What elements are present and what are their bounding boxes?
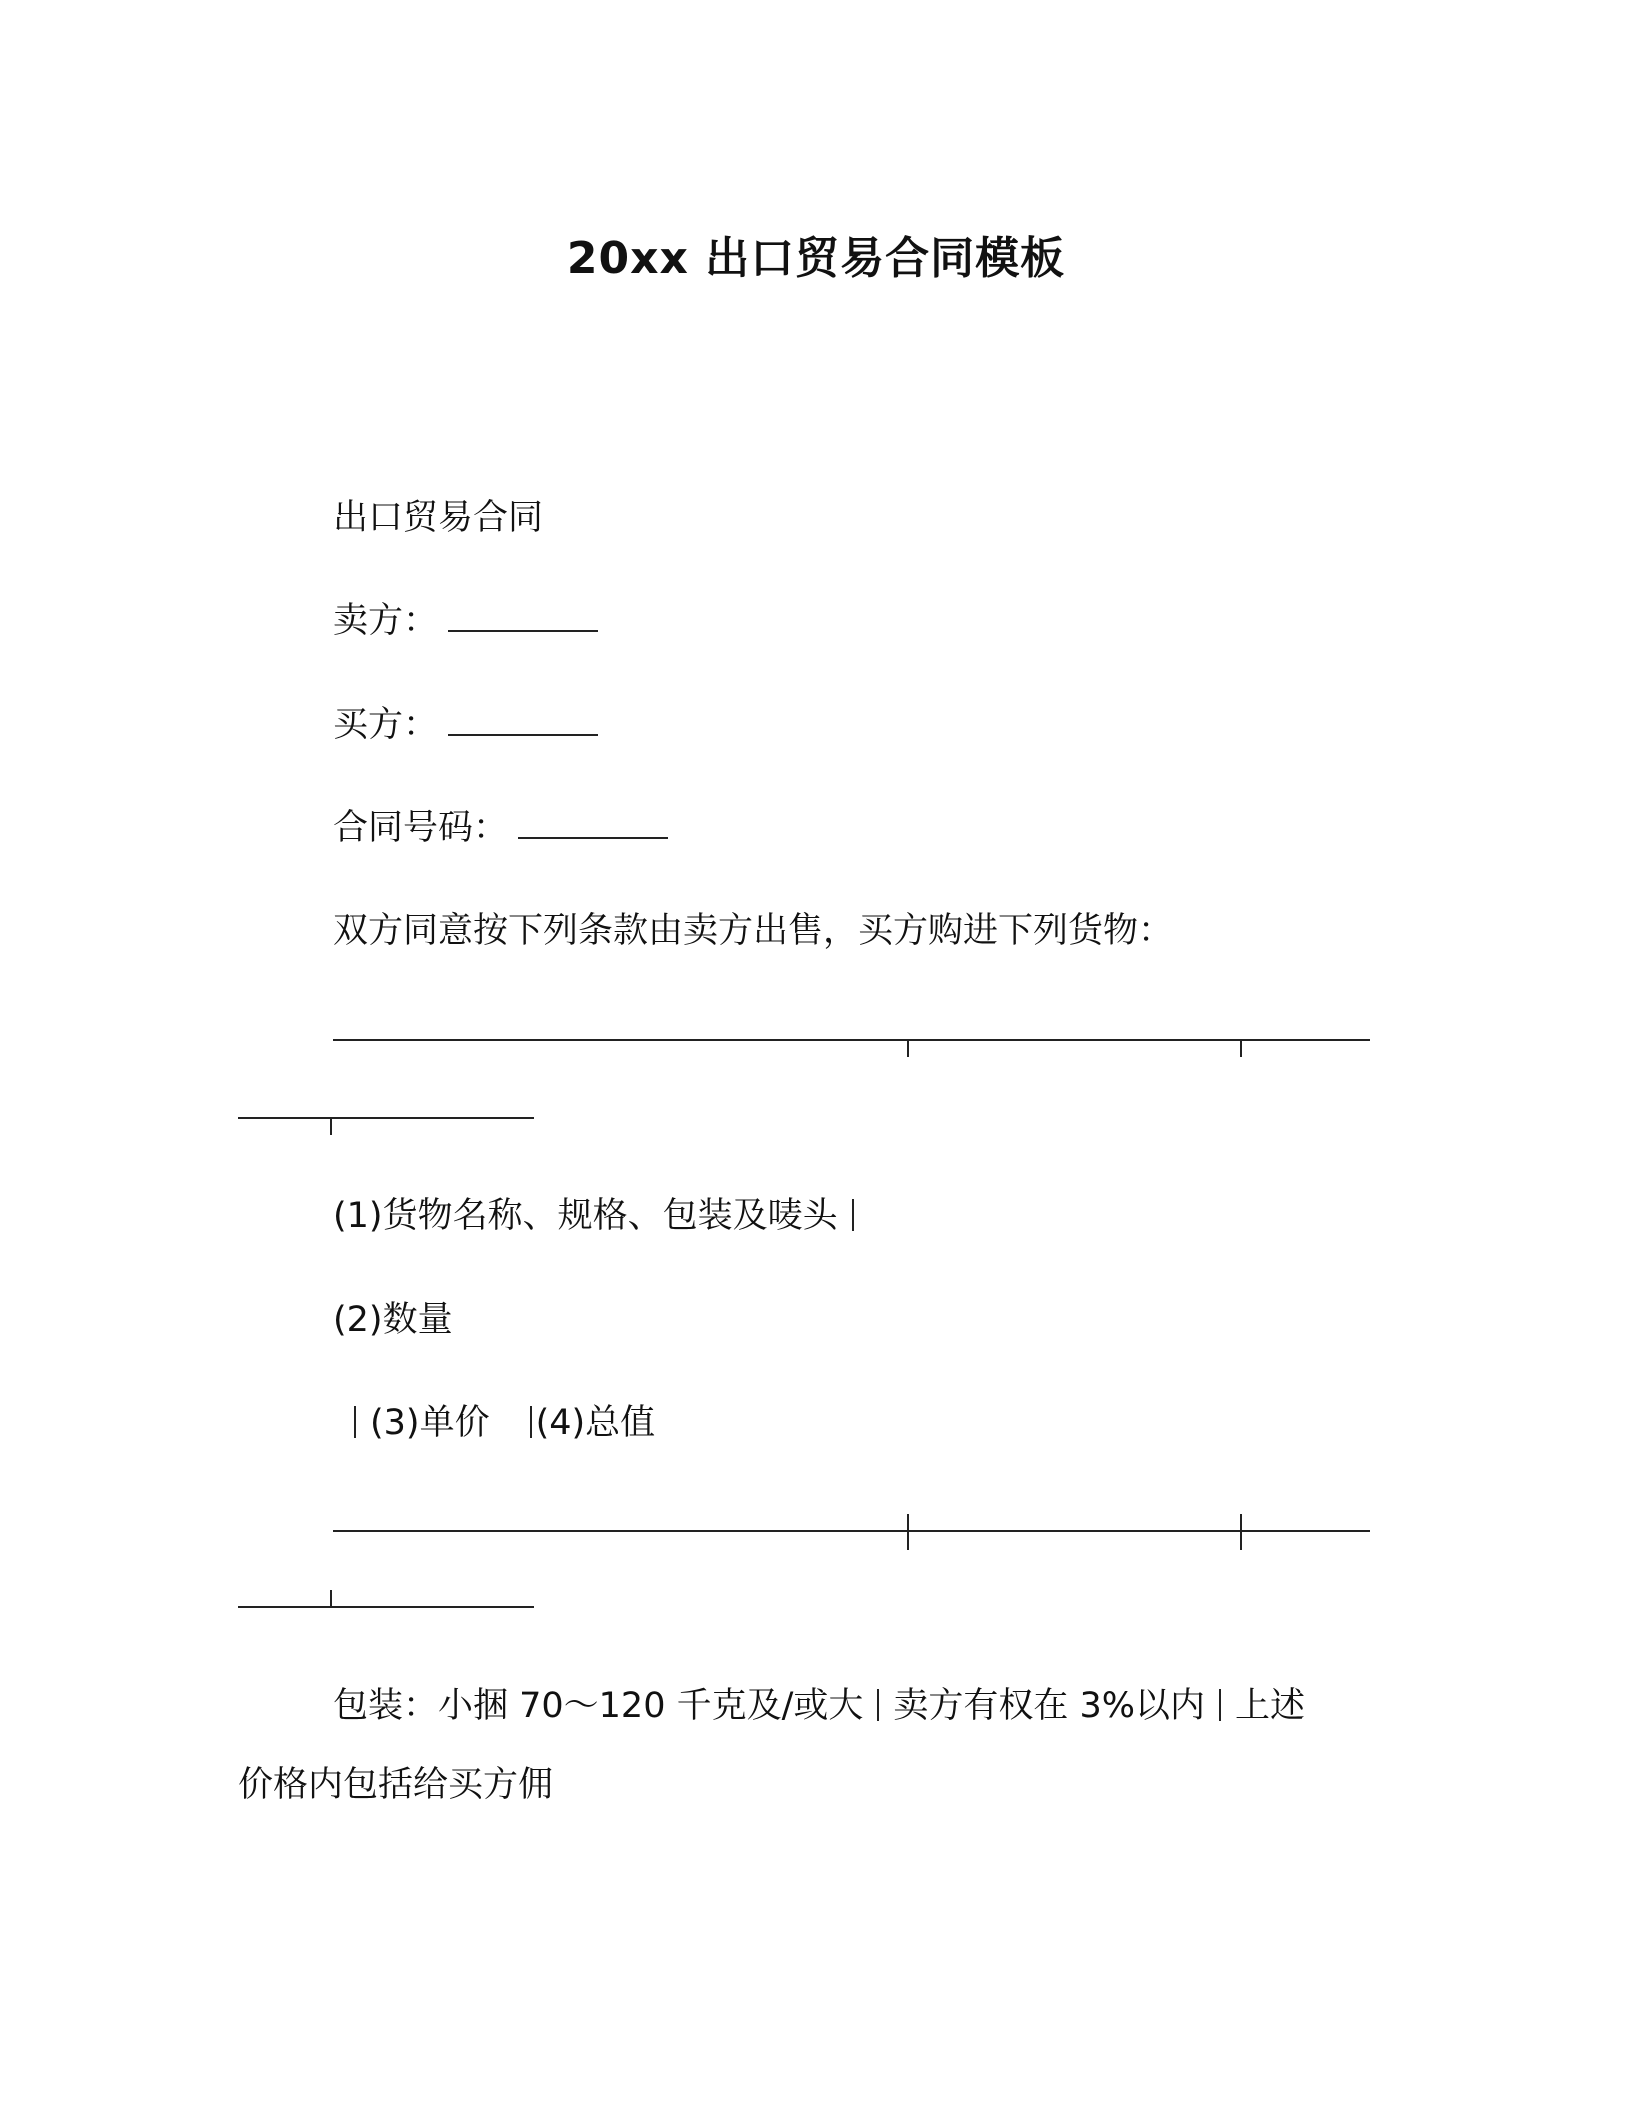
- contract-number-label: 合同号码：: [333, 808, 509, 848]
- column-separator: [530, 1406, 532, 1438]
- table-bottom-rule: [333, 1530, 1370, 1532]
- buyer-label: 买方：: [333, 705, 439, 745]
- buyer-line: [333, 702, 598, 748]
- column-goods-header: (1)货物名称、规格、包装及唛头: [333, 1196, 838, 1236]
- column-unit-price-header: (3)单价: [370, 1403, 490, 1443]
- contract-heading: 出口贸易合同: [333, 498, 544, 538]
- seller-blank[interactable]: [448, 600, 598, 632]
- column-total-value-header: (4)总值: [535, 1403, 656, 1443]
- seller-label: 卖方：: [333, 601, 439, 641]
- contract-number-line: [333, 805, 668, 851]
- column-separator: [1219, 1689, 1221, 1721]
- table-bottom-rule-continued: [238, 1606, 534, 1608]
- buyer-blank[interactable]: [448, 704, 598, 736]
- column-quantity-header: (2)数量: [333, 1300, 453, 1340]
- table-col-divider: [1240, 1039, 1242, 1057]
- table-col-divider: [907, 1039, 909, 1057]
- table-col-divider: [907, 1514, 909, 1550]
- commission-text: 价格内包括给买方佣: [238, 1765, 554, 1805]
- price-note-text: 上述: [1235, 1686, 1306, 1726]
- table-top-rule: [333, 1039, 1370, 1041]
- table-col-divider: [330, 1590, 332, 1608]
- page-title: 20xx 出口贸易合同模板: [566, 233, 1066, 284]
- table-col-divider: [330, 1117, 332, 1135]
- packing-text: 包装：小捆 70～120 千克及/或大: [333, 1686, 864, 1726]
- seller-line: [333, 598, 598, 644]
- column-price-line: [340, 1400, 655, 1446]
- column-separator: [354, 1406, 356, 1438]
- column-separator: [877, 1689, 879, 1721]
- column-goods-line: [333, 1193, 868, 1239]
- table-top-rule-continued: [238, 1117, 534, 1119]
- agreement-text: 双方同意按下列条款由卖方出售，买方购进下列货物：: [333, 911, 1174, 951]
- contract-number-blank[interactable]: [518, 807, 668, 839]
- packing-line: [333, 1683, 1305, 1729]
- column-separator: [852, 1199, 854, 1231]
- tolerance-text: 卖方有权在 3%以内: [893, 1686, 1206, 1726]
- table-col-divider: [1240, 1514, 1242, 1550]
